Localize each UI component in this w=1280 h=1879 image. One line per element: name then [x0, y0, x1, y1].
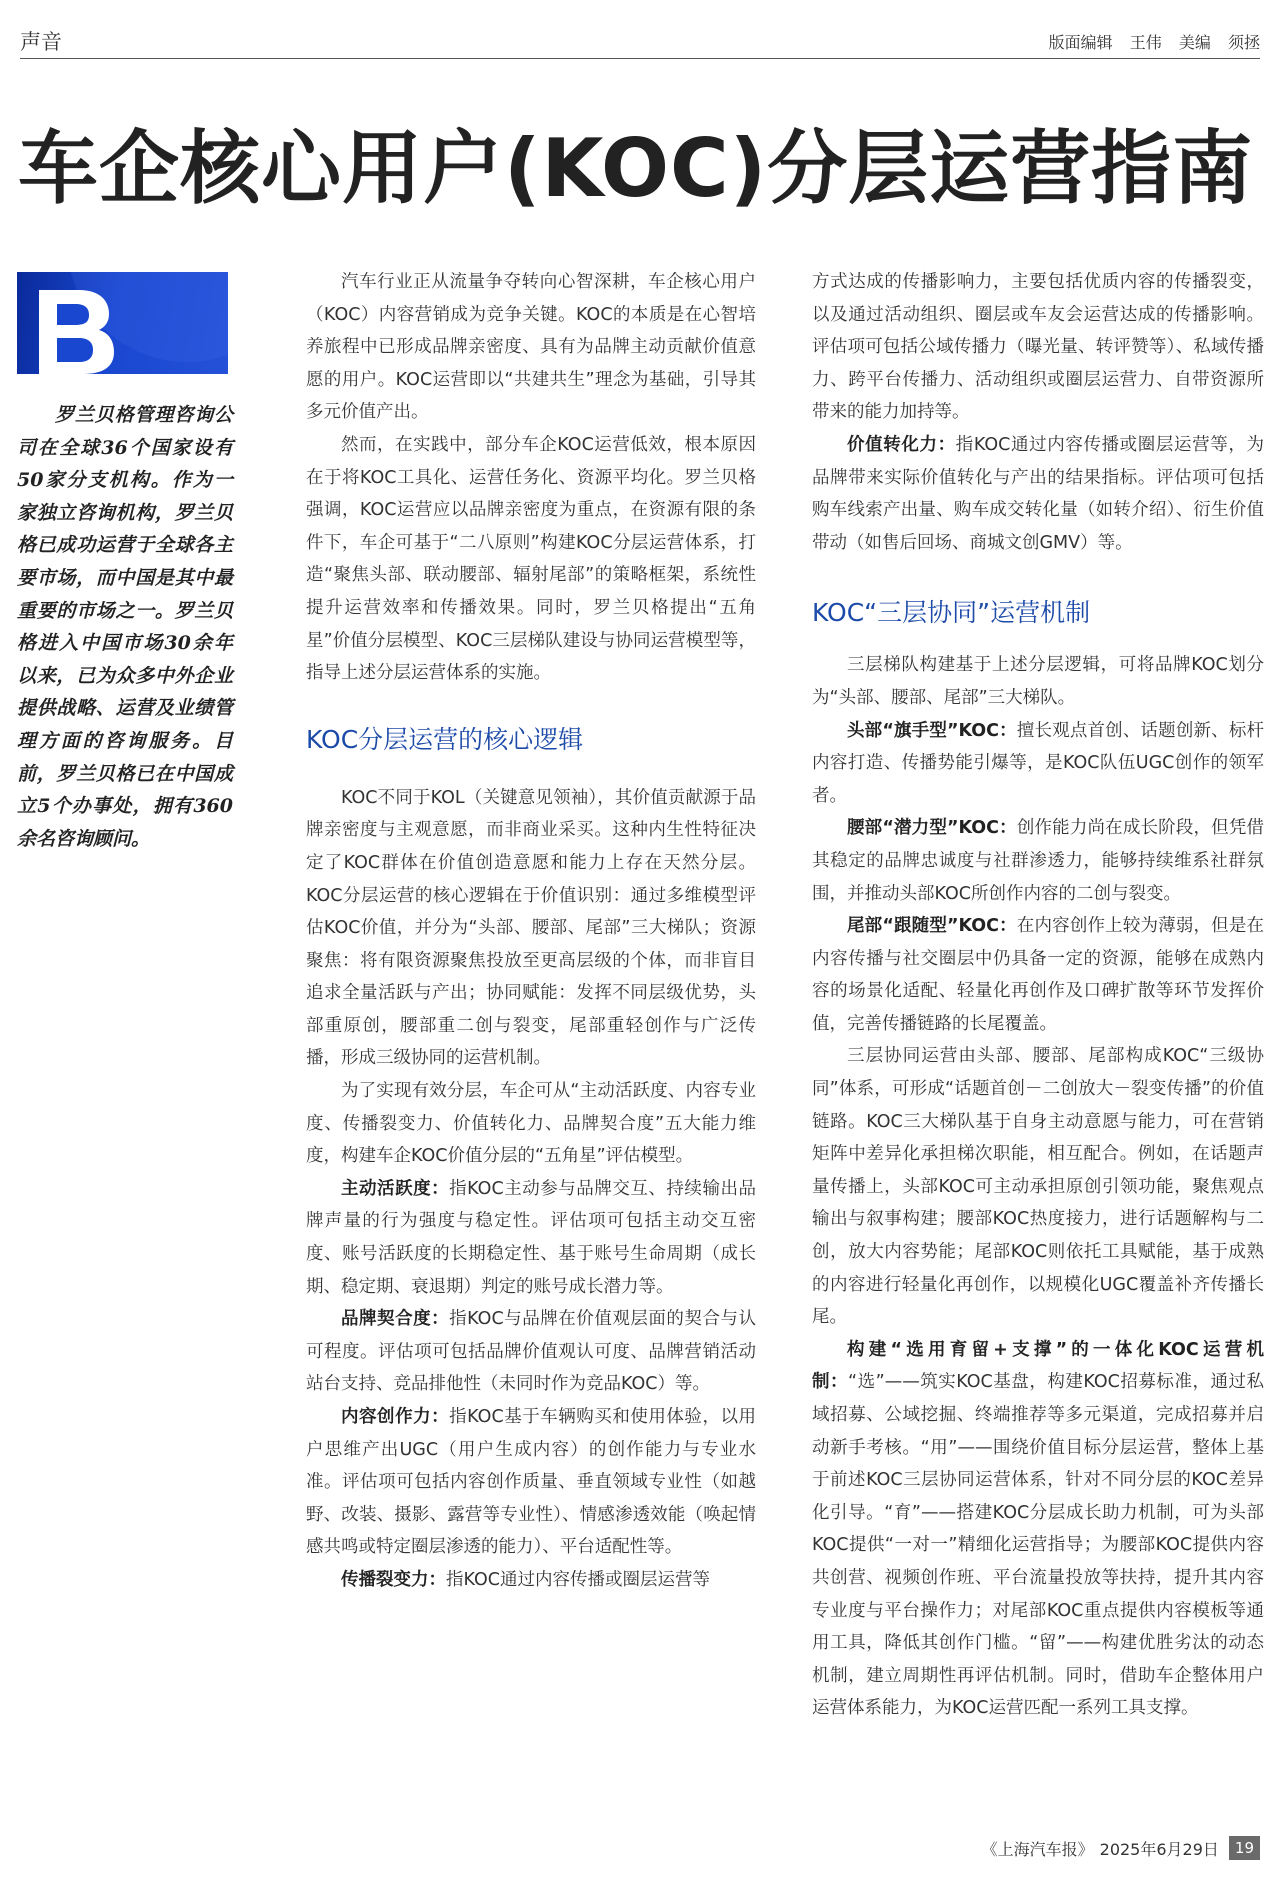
term-text: 指KOC基于车辆购买和使用体验，以用户思维产出UGC（用户生成内容）的创作能力与专业水准。评估项可包括内容创作质量、垂直领域专业性（如越野、改装、摄影、露营等专业性）、情感渗透效能（唤起情感共鸣或特定圈层渗透的能力）、平台适配性等。 [306, 1407, 756, 1558]
term-label: 腰部“潜力型”KOC： [847, 818, 1017, 839]
term-label: 传播裂变力： [341, 1569, 446, 1590]
article-column-1 [306, 266, 756, 1597]
paragraph: 三层协同运营由头部、腰部、尾部构成KOC“三级协同”体系，可形成“话题首创－二创放大－裂变传播”的价值链路。KOC三大梯队基于自身主动意愿与能力，可在营销矩阵中差异化承担梯次职能，相互配合。例如，在话题声量传播上，头部KOC可主动承担原创引领功能，聚焦观点输出与叙事构建；腰部KOC热度接力，进行话题解构与二创，放大内容势能；尾部KOC则依托工具赋能，基于成熟的内容进行轻量化再创作，以规模化UGC覆盖补齐传播长尾。 [812, 1046, 1264, 1328]
term-text: 指KOC通过内容传播或圈层运营等，为品牌带来实际价值转化与产出的结果指标。评估项可包括购车线索产出量、购车成交转化量（如转介绍）、衍生价值带动（如售后回场、商城文创GMV）等。 [812, 434, 1265, 553]
term-text: 创作能力尚在成长阶段，但凭借其稳定的品牌忠诚度与社群渗透力，能够持续维系社群氛围，并推动头部KOC所创作内容的二创与裂变。 [812, 818, 1265, 904]
designer-role-label: 美编 [1178, 33, 1211, 52]
paragraph [306, 1564, 756, 1597]
editor-name: 王伟 [1129, 33, 1162, 52]
paragraph [306, 1401, 756, 1564]
editor-role-label: 版面编辑 [1048, 33, 1113, 52]
article-column-2 [812, 266, 1264, 1725]
page-header [20, 22, 1260, 58]
term-text: 指KOC通过内容传播或圈层运营等 [446, 1569, 711, 1590]
term-text: “选”——筑实KOC基盘，构建KOC招募标准，通过私域招募、公域挖掘、终端推荐等多元渠道，完成招募并启动新手考核。“用”——围绕价值目标分层运营，整体上基于前述KOC三层协同运营体系，针对不同分层的KOC差异化引导。“育”——搭建KOC分层成长助力机制，可为头部KOC提供“一对一”精细化运营指导；为腰部KOC提供内容共创营、视频创作班、平台流量投放等扶持，提升其内容专业度与平台操作力；对尾部KOC重点提供内容模板等通用工具，降低其创作门槛。“留”——构建优胜劣汰的动态机制，建立周期性再评估机制。同时，借助车企整体用户运营体系能力，为KOC运营匹配一系列工具支撑。 [812, 1372, 1265, 1719]
term-label: 品牌契合度： [341, 1309, 450, 1330]
term-label: 主动活跃度： [341, 1178, 450, 1199]
paragraph [812, 429, 1264, 559]
paragraph: 三层梯队构建基于上述分层逻辑，可将品牌KOC划分为“头部、腰部、尾部”三大梯队。 [812, 655, 1264, 708]
header-divider [20, 58, 1260, 59]
paragraph: 然而，在实践中，部分车企KOC运营低效，根本原因在于将KOC工具化、运营任务化、资源平均化。罗兰贝格强调，KOC运营应以品牌亲密度为重点，在资源有限的条件下，车企可基于“二八原则”构建KOC分层运营体系，打造“聚焦头部、联动腰部、辐射尾部”的策略框架，系统性提升运营效率和传播效果。同时，罗兰贝格提出“五角星”价值分层模型、KOC三层梯队建设与协同运营模型等，指导上述分层运营体系的实施。 [306, 434, 756, 684]
paragraph: KOC不同于KOL（关键意见领袖），其价值贡献源于品牌亲密度与主观意愿，而非商业采买。这种内生性特征决定了KOC群体在价值创造意愿和能力上存在天然分层。KOC分层运营的核心逻辑在于价值识别：通过多维模型评估KOC价值，并分为“头部、腰部、尾部”三大梯队；资源聚焦：将有限资源聚焦投放至更高层级的个体，而非盲目追求全量活跃与产出；协同赋能：发挥不同层级优势，头部重原创，腰部重二创与裂变，尾部重轻创作与广泛传播，形成三级协同的运营机制。 [306, 787, 756, 1069]
term-text: 在内容创作上较为薄弱，但是在内容传播与社交圈层中仍具备一定的资源，能够在成熟内容的场景化适配、轻量化再创作及口碑扩散等环节发挥价值，完善传播链路的长尾覆盖。 [812, 916, 1265, 1034]
term-label: 价值转化力： [847, 434, 956, 455]
roland-berger-b-logo-icon [17, 272, 228, 374]
term-label: 内容创作力： [341, 1407, 450, 1427]
term-text: 指KOC与品牌在价值观层面的契合与认可程度。评估项可包括品牌价值观认可度、品牌营销活动站台支持、竞品排他性（未同时作为竞品KOC）等。 [306, 1309, 756, 1395]
designer-name: 须拯 [1227, 33, 1260, 52]
paragraph [812, 715, 1264, 813]
paragraph [306, 1173, 756, 1303]
term-label: 尾部“跟随型”KOC： [847, 916, 1017, 937]
sidebar-company-intro: 罗兰贝格管理咨询公司在全球36个国家设有50家分支机构。作为一家独立咨询机构，罗兰贝格已成功运营于全球各主要市场，而中国是其中最重要的市场之一。罗兰贝格进入中国市场30余年以来，已为众多中外企业提供战略、运营及业绩管理方面的咨询服务。目前，罗兰贝格已在中国成立5个办事处，拥有360余名咨询顾问。 [17, 404, 233, 850]
term-label: 构建“选用育留+支撑”的一体化KOC运营机制： [812, 1339, 1264, 1393]
section-heading: KOC分层运营的核心逻辑 [306, 724, 584, 754]
paragraph [812, 812, 1264, 910]
publication-info [976, 1837, 1219, 1860]
editor-credits [1037, 30, 1260, 53]
paragraph: 为了实现有效分层，车企可从“主动活跃度、内容专业度、传播裂变力、价值转化力、品牌契合度”五大能力维度，构建车企KOC价值分层的“五角星”评估模型。 [306, 1081, 756, 1167]
publication-date: 2025年6月29日 [1099, 1839, 1219, 1859]
article-headline: 车企核心用户(KOC)分层运营指南 [18, 122, 1254, 215]
section-label: 声音 [20, 30, 62, 54]
paragraph: 汽车行业正从流量争夺转向心智深耕，车企核心用户（KOC）内容营销成为竞争关键。KOC的本质是在心智培养旅程中已形成品牌亲密度、具有为品牌主动贡献价值意愿的用户。KOC运营即以“共建共生”理念为基础，引导其多元价值产出。 [306, 272, 756, 423]
page-footer [976, 1836, 1260, 1860]
term-text: 指KOC主动参与品牌交互、持续输出品牌声量的行为强度与稳定性。评估项可包括主动交互密度、账号活跃度的长期稳定性、基于账号生命周期（成长期、稳定期、衰退期）判定的账号成长潜力等。 [306, 1178, 756, 1297]
page-number: 19 [1229, 1836, 1260, 1860]
paragraph [306, 1303, 756, 1401]
section-heading: KOC“三层协同”运营机制 [812, 598, 1091, 628]
term-label: 头部“旗手型”KOC： [847, 720, 1017, 741]
publication-name: 《上海汽车报》 [981, 1839, 1094, 1859]
paragraph [812, 910, 1264, 1040]
term-text: 擅长观点首创、话题创新、标杆内容打造、传播势能引爆等，是KOC队伍UGC创作的领军者。 [812, 720, 1265, 806]
paragraph: 方式达成的传播影响力，主要包括优质内容的传播裂变，以及通过活动组织、圈层或车友会运营达成的传播影响。评估项可包括公域传播力（曝光量、转评赞等）、私域传播力、跨平台传播力、活动组织或圈层运营力、自带资源所带来的能力加持等。 [812, 272, 1264, 423]
paragraph [812, 1334, 1264, 1725]
